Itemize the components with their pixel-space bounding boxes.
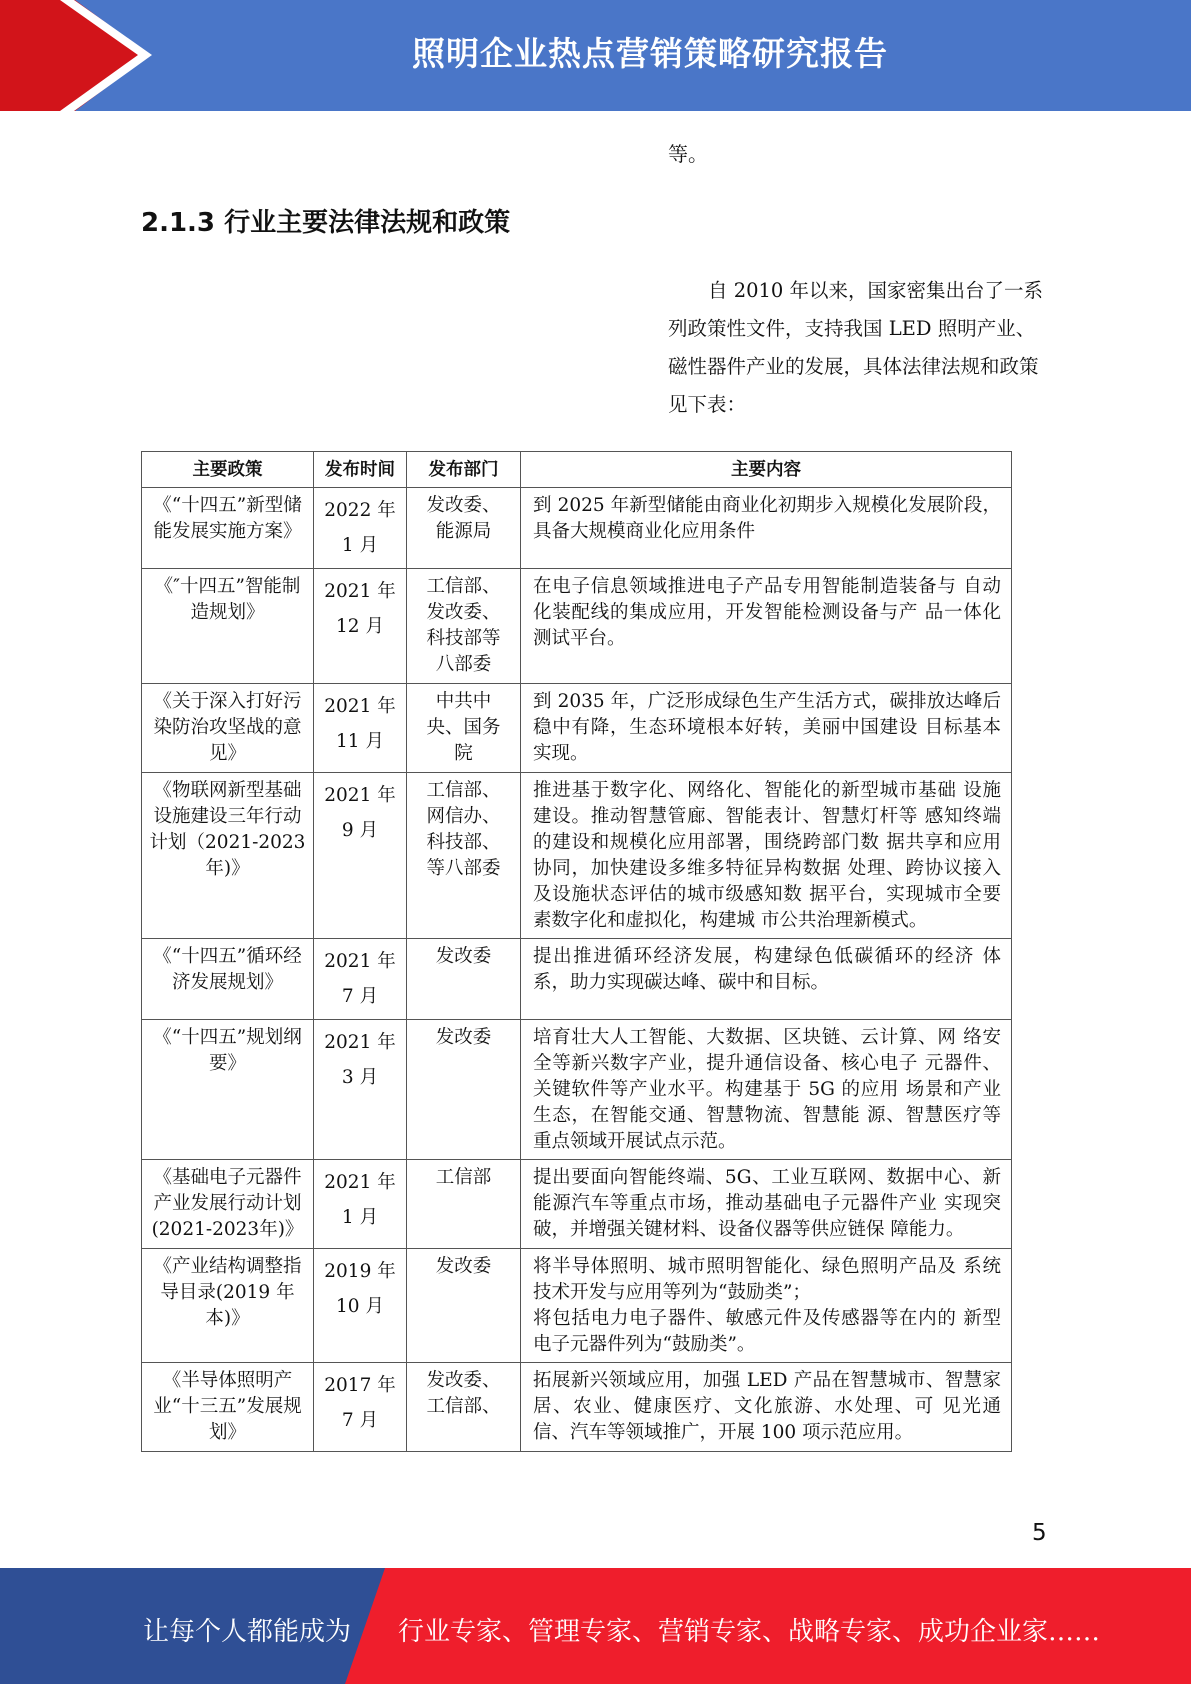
header-banner: [0, 0, 1191, 111]
policy-name: 《产业结构调整指导目录(2019 年本)》: [142, 1249, 314, 1363]
policy-dept: 发改委、 工信部、: [407, 1363, 521, 1452]
policy-dept: 工信部: [407, 1160, 521, 1249]
policy-name: 《物联网新型基础设施建设三年行动计划（2021-2023 年)》: [142, 773, 314, 939]
policy-name: 《“十四五”循环经济发展规划》: [142, 939, 314, 1020]
policy-date: 2021 年 3 月: [314, 1020, 407, 1160]
continued-text: 等。: [668, 142, 708, 166]
policy-date: 2021 年 11 月: [314, 684, 407, 773]
report-title: 照明企业热点营销策略研究报告: [412, 34, 888, 73]
policy-dept: 发改委: [407, 1020, 521, 1160]
header-policy: 主要政策: [142, 452, 314, 488]
policy-name: 《″十四五”智能制造规划》: [142, 569, 314, 684]
header-red-arrow: [0, 0, 150, 111]
policy-date: 2022 年 1 月: [314, 488, 407, 569]
policy-content: 培育壮大人工智能、大数据、区块链、云计算、网 络安全等新兴数字产业，提升通信设备、核心电子 元器件、关键软件等产业水平。构建基于 5G 的应用 场景和产业生态，在智能交通、智慧物流、智慧能 源、智慧医疗等重点领域开展试点示范。: [521, 1020, 1012, 1160]
policy-date: 2021 年 7 月: [314, 939, 407, 1020]
policy-content: 推进基于数字化、网络化、智能化的新型城市基础 设施建设。推动智慧管廊、智能表计、智慧灯杆等 感知终端的建设和规模化应用部署，围绕跨部门数 据共享和应用协同，加快建设多维多特征异构数据 处理、跨协议接入及设施状态评估的城市级感知数 据平台，实现城市全要素数字化和虚拟化，构建城 市公共治理新模式。: [521, 773, 1012, 939]
page-number: 5: [1032, 1520, 1047, 1546]
table-row: [142, 1160, 1012, 1249]
policy-date: 2019 年 10 月: [314, 1249, 407, 1363]
policy-name: 《半导体照明产业“十三五”发展规划》: [142, 1363, 314, 1452]
policy-dept: 中共中央、国务院: [407, 684, 521, 773]
table-row: [142, 1363, 1012, 1452]
table-row: [142, 488, 1012, 569]
section-heading: 2.1.3 行业主要法律法规和政策: [141, 208, 511, 238]
policy-dept: 工信部、 网信办、 科技部、 等八部委: [407, 773, 521, 939]
table-row: [142, 1020, 1012, 1160]
policy-date: 2021 年 9 月: [314, 773, 407, 939]
table-row: [142, 684, 1012, 773]
policy-content: 提出要面向智能终端、5G、工业互联网、数据中心、新能源汽车等重点市场，推动基础电子元器件产业 实现突破，并增强关键材料、设备仪器等供应链保 障能力。: [521, 1160, 1012, 1249]
table-row: [142, 773, 1012, 939]
policy-dept: 工信部、发改委、科技部等八部委: [407, 569, 521, 684]
table-row: [142, 939, 1012, 1020]
policy-name: 《“十四五”规划纲要》: [142, 1020, 314, 1160]
policy-content: 在电子信息领域推进电子产品专用智能制造装备与 自动化装配线的集成应用，开发智能检测设备与产 品一体化测试平台。: [521, 569, 1012, 684]
table-row: [142, 569, 1012, 684]
header-date: 发布时间: [314, 452, 407, 488]
policy-content: 提出推进循环经济发展，构建绿色低碳循环的经济 体系，助力实现碳达峰、碳中和目标。: [521, 939, 1012, 1020]
table-row: [142, 1249, 1012, 1363]
header-dept: 发布部门: [407, 452, 521, 488]
policy-dept: 发改委: [407, 939, 521, 1020]
policy-dept: 发改委、能源局: [407, 488, 521, 569]
footer-slogan-left: 让每个人都能成为: [143, 1617, 352, 1647]
policy-date: 2017 年 7 月: [314, 1363, 407, 1452]
policy-table: [141, 451, 1012, 1452]
footer-banner: [0, 1568, 1191, 1684]
header-content: 主要内容: [521, 452, 1012, 488]
policy-content: 拓展新兴领域应用，加强 LED 产品在智慧城市、智慧家居、农业、健康医疗、文化旅游、水处理、可 见光通信、汽车等领域推广，开展 100 项示范应用。: [521, 1363, 1012, 1452]
policy-date: 2021 年 12 月: [314, 569, 407, 684]
policy-content: 将半导体照明、城市照明智能化、绿色照明产品及 系统技术开发与应用等列为“鼓励类”； 将包括电力电子器件、敏感元件及传感器等在内的 新型电子元器件列为“鼓励类”。: [521, 1249, 1012, 1363]
policy-content: 到 2035 年，广泛形成绿色生产生活方式，碳排放达峰后稳中有降，生态环境根本好转，美丽中国建设 目标基本实现。: [521, 684, 1012, 773]
table-header-row: [142, 452, 1012, 488]
policy-date: 2021 年 1 月: [314, 1160, 407, 1249]
policy-name: 《基础电子元器件产业发展行动计划(2021-2023年)》: [142, 1160, 314, 1249]
policy-name: 《关于深入打好污染防治攻坚战的意见》: [142, 684, 314, 773]
policy-dept: 发改委: [407, 1249, 521, 1363]
policy-name: 《“十四五”新型储能发展实施方案》: [142, 488, 314, 569]
policy-content: 到 2025 年新型储能由商业化初期步入规模化发展阶段，具备大规模商业化应用条件: [521, 488, 1012, 569]
footer-slogan-right: 行业专家、管理专家、营销专家、战略专家、成功企业家……: [398, 1617, 1101, 1647]
intro-paragraph: 自 2010 年以来，国家密集出台了一系列政策性文件，支持我国 LED 照明产业、磁性器件产业的发展，具体法律法规和政策见下表：: [668, 279, 1044, 416]
